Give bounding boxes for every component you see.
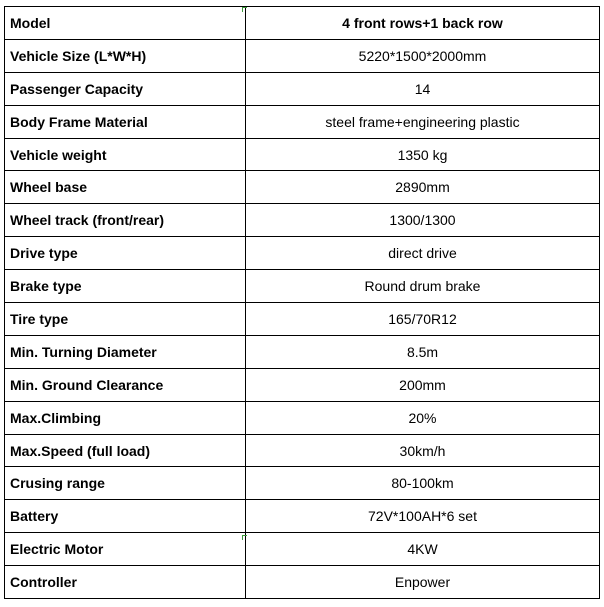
row-value: 5220*1500*2000mm [246,39,600,72]
header-value-cell: 4 front rows+1 back row [246,7,600,40]
row-label: Wheel track (front/rear) [5,204,246,237]
table-row [5,270,600,303]
row-label: Controller [5,566,246,599]
table-row [5,303,600,336]
table-header-row [5,7,600,40]
table-row [5,72,600,105]
table-row [5,171,600,204]
row-value: Round drum brake [246,270,600,303]
table-row [5,368,600,401]
row-value: 200mm [246,368,600,401]
table-row [5,105,600,138]
table-row [5,401,600,434]
row-value: 2890mm [246,171,600,204]
cell-corner-marker-motor [242,535,247,540]
table-row [5,138,600,171]
row-value: 80-100km [246,467,600,500]
row-label: Tire type [5,303,246,336]
row-label: Battery [5,500,246,533]
table-row [5,39,600,72]
row-label: Wheel base [5,171,246,204]
row-value: steel frame+engineering plastic [246,105,600,138]
table-row [5,237,600,270]
header-label-cell: Model [5,7,246,40]
table-row [5,566,600,599]
row-label: Passenger Capacity [5,72,246,105]
row-value: 14 [246,72,600,105]
row-value: 20% [246,401,600,434]
row-value: 30km/h [246,434,600,467]
table-row [5,500,600,533]
row-label: Drive type [5,237,246,270]
row-value: 72V*100AH*6 set [246,500,600,533]
table-row [5,467,600,500]
spec-table [4,6,600,599]
row-value: 165/70R12 [246,303,600,336]
table-row [5,335,600,368]
table-row [5,533,600,566]
row-label: Electric Motor [5,533,246,566]
row-label: Max.Climbing [5,401,246,434]
table-row [5,434,600,467]
row-label: Max.Speed (full load) [5,434,246,467]
row-label: Brake type [5,270,246,303]
table-row [5,204,600,237]
row-value: Enpower [246,566,600,599]
row-value: direct drive [246,237,600,270]
row-value: 4KW [246,533,600,566]
spec-table-body [5,7,600,599]
cell-corner-marker-top [242,7,247,12]
row-label: Vehicle Size (L*W*H) [5,39,246,72]
row-label: Min. Ground Clearance [5,368,246,401]
row-value: 1350 kg [246,138,600,171]
row-value: 1300/1300 [246,204,600,237]
row-label: Crusing range [5,467,246,500]
row-value: 8.5m [246,335,600,368]
row-label: Vehicle weight [5,138,246,171]
row-label: Min. Turning Diameter [5,335,246,368]
row-label: Body Frame Material [5,105,246,138]
